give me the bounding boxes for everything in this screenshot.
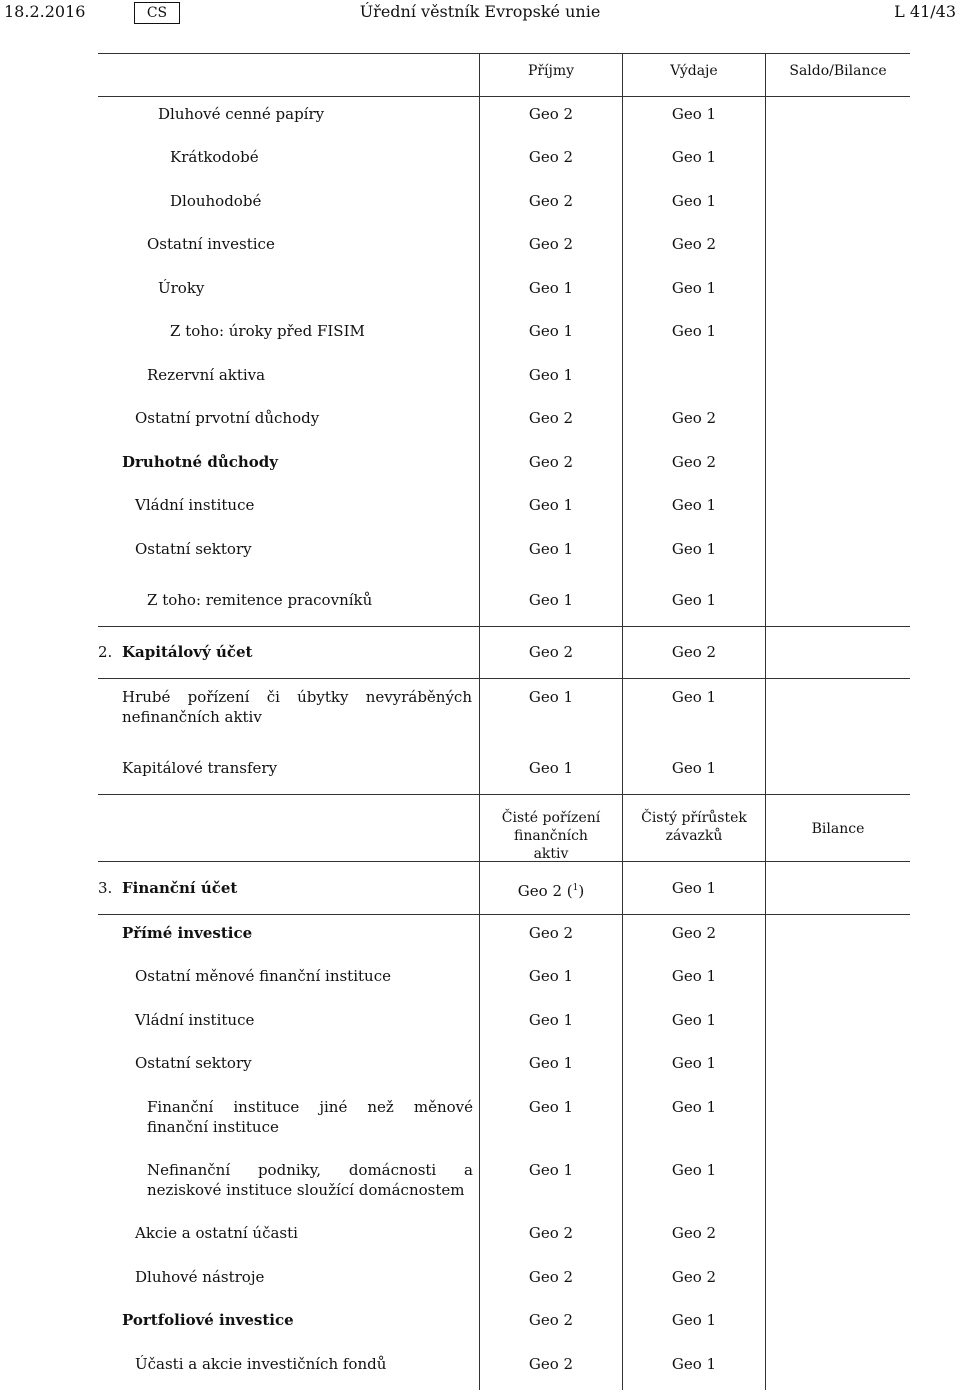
income-value: Geo 2 — [528, 409, 574, 427]
section-rule — [98, 914, 910, 915]
footnote-ref[interactable]: 1 — [572, 883, 579, 893]
expense-value: Geo 1 — [671, 496, 717, 514]
income-value: Geo 1 — [528, 279, 574, 297]
assets-value: Geo 2 — [528, 1224, 574, 1242]
row-label: Přímé investice — [122, 924, 253, 942]
income-value: Geo 1 — [528, 591, 574, 609]
col-header-balance: Bilance — [811, 821, 865, 837]
income-value: Geo 1 — [528, 496, 574, 514]
section-title: Finanční účet — [122, 879, 238, 897]
col-header-assets: Čisté pořízení finančních aktiv — [501, 810, 601, 862]
row-label: Z toho: remitence pracovníků — [147, 591, 373, 609]
row-label: Portfoliové investice — [122, 1311, 294, 1329]
assets-value: Geo 1 — [528, 1011, 574, 1029]
income-value: Geo 2 — [528, 643, 574, 661]
liabilities-value: Geo 1 — [671, 1355, 717, 1373]
liabilities-value: Geo 1 — [671, 879, 717, 897]
assets-value: Geo 2 — [528, 1355, 574, 1373]
row-label: Dluhové nástroje — [135, 1268, 265, 1286]
section-title: Kapitálový účet — [122, 643, 253, 661]
expense-value: Geo 1 — [671, 148, 717, 166]
row-label: Akcie a ostatní účasti — [135, 1224, 298, 1242]
assets-value: Geo 1 — [528, 967, 574, 985]
section-rule — [98, 794, 910, 795]
row-label: Ostatní investice — [147, 235, 275, 253]
row-label: Nefinanční podniky, domácnosti a neziskové instituce sloužící domácnostem — [147, 1161, 473, 1199]
liabilities-value: Geo 2 — [671, 924, 717, 942]
col-header-liabilities: Čistý přírůstek závazků — [641, 810, 747, 844]
col-header-balance: Saldo/Bilance — [789, 63, 887, 79]
liabilities-value: Geo 1 — [671, 1011, 717, 1029]
liabilities-value: Geo 1 — [671, 1054, 717, 1072]
column-divider — [765, 53, 766, 1390]
income-value: Geo 2 — [528, 148, 574, 166]
assets-value: Geo 2 ($^1$) — [517, 882, 585, 900]
col-header-income: Příjmy — [527, 63, 575, 79]
assets-value: Geo 2 — [528, 924, 574, 942]
row-label: Z toho: úroky před FISIM — [170, 322, 365, 340]
expense-value: Geo 1 — [671, 322, 717, 340]
row-label: Kapitálové transfery — [122, 759, 278, 777]
row-label: Finanční instituce jiné než měnové finanční instituce — [147, 1098, 473, 1136]
income-value: Geo 2 — [528, 235, 574, 253]
row-label: Rezervní aktiva — [147, 366, 266, 384]
publication-date: 18.2.2016 — [4, 2, 86, 21]
row-label: Dlouhodobé — [170, 192, 262, 210]
expense-value: Geo 2 — [671, 643, 717, 661]
assets-value: Geo 1 — [528, 1161, 574, 1179]
expense-value: Geo 1 — [671, 688, 717, 706]
balance-table — [98, 53, 910, 1390]
expense-value: Geo 2 — [671, 453, 717, 471]
language-badge: CS — [134, 2, 180, 24]
expense-value: Geo 1 — [671, 591, 717, 609]
row-label: Druhotné důchody — [122, 453, 278, 471]
liabilities-value: Geo 2 — [671, 1224, 717, 1242]
section-rule — [98, 678, 910, 679]
income-value: Geo 1 — [528, 759, 574, 777]
section-rule — [98, 626, 910, 627]
row-label: Ostatní měnové finanční instituce — [135, 967, 391, 985]
expense-value: Geo 2 — [671, 409, 717, 427]
expense-value: Geo 1 — [671, 759, 717, 777]
expense-value: Geo 1 — [671, 105, 717, 123]
row-label: Účasti a akcie investičních fondů — [135, 1355, 387, 1373]
income-value: Geo 2 — [528, 453, 574, 471]
income-value: Geo 1 — [528, 322, 574, 340]
expense-value: Geo 1 — [671, 540, 717, 558]
income-value: Geo 1 — [528, 366, 574, 384]
assets-value: Geo 1 — [528, 1098, 574, 1116]
assets-value: Geo 2 — [528, 1268, 574, 1286]
row-label: Vládní instituce — [135, 496, 255, 514]
journal-title: Úřední věstník Evropské unie — [359, 2, 601, 21]
expense-value: Geo 1 — [671, 279, 717, 297]
row-label: Ostatní sektory — [135, 1054, 252, 1072]
liabilities-value: Geo 2 — [671, 1268, 717, 1286]
page-header — [0, 0, 960, 28]
table-top-rule — [98, 53, 910, 54]
col-header-expenses: Výdaje — [670, 63, 718, 79]
expense-value: Geo 2 — [671, 235, 717, 253]
row-label: Úroky — [158, 279, 205, 297]
liabilities-value: Geo 1 — [671, 967, 717, 985]
row-label: Ostatní sektory — [135, 540, 252, 558]
page-number: L 41/43 — [894, 2, 956, 21]
assets-value: Geo 1 — [528, 1054, 574, 1072]
income-value: Geo 1 — [528, 688, 574, 706]
row-label: Hrubé pořízení či úbytky nevyráběných nefinančních aktiv — [122, 688, 472, 726]
header-rule — [98, 96, 910, 97]
expense-value: Geo 1 — [671, 192, 717, 210]
income-value: Geo 2 — [528, 105, 574, 123]
row-label: Ostatní prvotní důchody — [135, 409, 320, 427]
row-label: Vládní instituce — [135, 1011, 255, 1029]
row-label: Krátkodobé — [170, 148, 259, 166]
row-label: Dluhové cenné papíry — [158, 105, 325, 123]
liabilities-value: Geo 1 — [671, 1311, 717, 1329]
income-value: Geo 2 — [528, 192, 574, 210]
income-value: Geo 1 — [528, 540, 574, 558]
section-number: 2. — [98, 643, 113, 661]
liabilities-value: Geo 1 — [671, 1161, 717, 1179]
liabilities-value: Geo 1 — [671, 1098, 717, 1116]
section-number: 3. — [98, 879, 113, 897]
assets-value: Geo 2 — [528, 1311, 574, 1329]
